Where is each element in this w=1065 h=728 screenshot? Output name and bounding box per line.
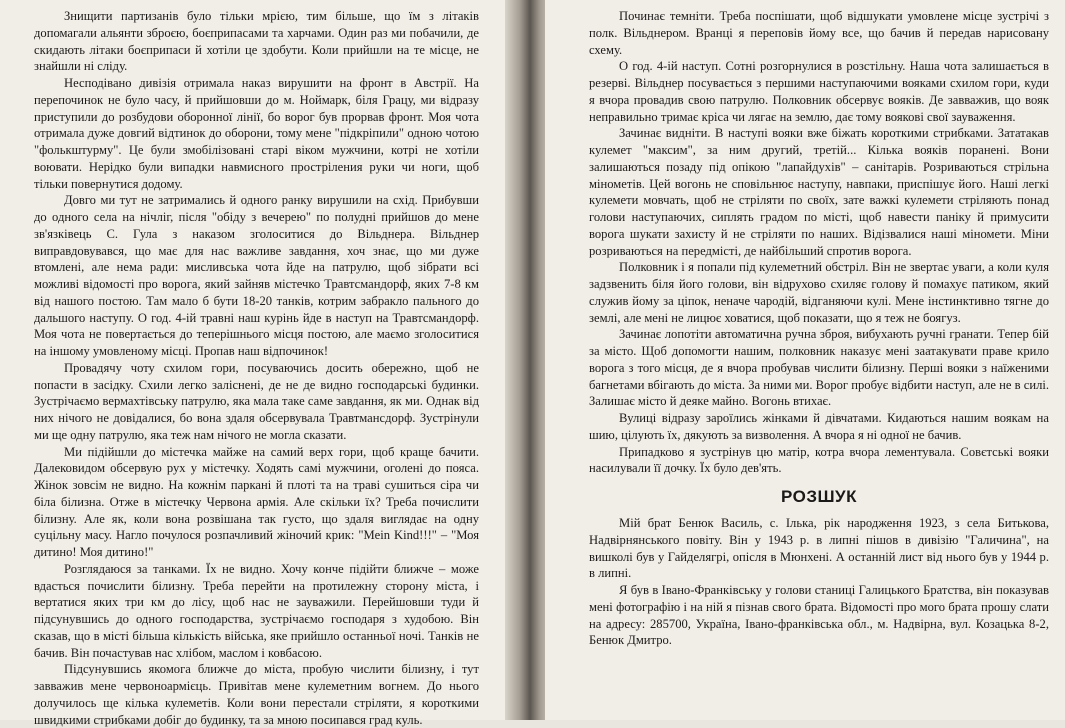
left-paragraph-1: Знищити партизанів було тільки мрією, тим більше, що їм з літаків допомагали альянти зброєю, боєприпасами та харчами. Один раз ми побачили, де скидають літаки боєприпаси й хотіли це здобути. Коли прийшли на те місце, не знайшли ні сліду.	[34, 9, 479, 74]
left-paragraph-2: Несподівано дивізія отримала наказ вирушити на фронт в Австрії. На перепочинок не було часу, й прийшовши до м. Ноймарк, біля Грацу, ми відразу приступили до розбудови оборонної лінії, бо ворог був прорвав фронт. Моя чота отримала дуже довгий відтинок до оборони, тому мене "підкріпили" одною чотою "фолькштурму". Це були змобілізовані старі віком мужчини, котрі не хотіли воювати. Нерідко були випадки навмисного простріления руки чи ноги, щоб тільки повернутися додому.	[34, 76, 479, 191]
left-paragraph-3: Довго ми тут не затримались й одного ранку вирушили на схід. Прибувши до одного села на нічліг, після "обіду з вечерею" по полудні прийшов до мене зв'язківець С. Гула з наказом зголоситися до Вільднера. Вільднер виправдовувався, що має для нас важливе завдання, хоч знає, що ми дуже втомлені, але нема ради: мисливська чота йде на патрулю, щоб зібрати всі можливі відомості про ворога, який зайняв містечко Травтсмандорф, яких 7-8 км від нашого постою. Там мало б бути 18-20 танків, котрим забракло пального до дальшого наступу. О год. 4-ій травні наш курінь йде в наступ на Травтсмандорф. Моя чота не повертається до теперішнього місця постою, але маємо зголоситися на іншому умовленому місці. Пропав наш відпочинок!	[34, 193, 479, 358]
right-paragraph-2: О год. 4-ій наступ. Сотні розгорнулися в розстільну. Наша чота залишається в резерві. Вільднер посувається з першими наступаючими вояками схилом гори, куди я вчора провадив свою патрулю. Полковник обсервує вояків. Де завважив, що вояк неправильно тримає кріса чи лягає на землю, дає тому воякові свої зауваження.	[589, 59, 1049, 124]
right-paragraph-4: Полковник і я попали під кулеметний обстріл. Він не звертає уваги, а коли куля задзвенить біля його голови, він відрухово схиляє голову й помахує патиком, який служив йому за ціпок, неначе чародій, відганяючи кулі. Мене інстинктивно тягне до землі, але мені не лицює ховатися, щоб показати, що я теж не боягуз.	[589, 260, 1049, 325]
left-page	[0, 0, 515, 727]
search-notice-paragraph-1: Мій брат Бенюк Василь, с. Ілька, рік народження 1923, з села Битькова, Надвірнянського повіту. Він у 1943 р. в липні пішов в дивізію "Галичина", на вишколі був у Гайделягрі, опісля в Мюнхені. А останній лист від нього був у 1944 р. в липні.	[589, 516, 1049, 581]
search-notice-heading: РОЗШУК	[780, 487, 858, 506]
right-paragraph-6: Вулиці відразу зароїлись жінками й дівчатами. Кидаються нашим воякам на шию, цілують їх, дякують за визволення. А вчора я ні одної не бачив.	[589, 411, 1049, 442]
right-page	[545, 0, 1065, 720]
left-paragraph-4: Провадячу чоту схилом гори, посуваючись досить обережно, щоб не попасти в засідку. Схили легко заліснені, де не де видно господарські будинки. Зустрічаємо вермахтівську патрулю, яка мала таке саме завдання, як ми. Однак від них нічого не довідалися, бо вона здаля обсервувала Травтмансдорф. Зустрінули ми ще одну патрулю, яка теж нам нічого не могла сказати.	[34, 360, 479, 442]
right-paragraph-3: Зачинає видніти. В наступі вояки вже біжать короткими стрибками. Зататакав кулемет "максим", за ним другий, третій... Кілька вояків поранені. Вони залишаються позаду під опікою "лапайдухів" – санітарів. Розриваються стрільна мінометів. Цей вогонь не сповільнює наступу, навпаки, приспішує його. Наші легкі кулемети мовчать, щоб не стріляти по своїх, зате важкі кулемети стріляють понад голови наступаючих, сиплять градом по місті, щоб навести паніку й примусити ворога шукати захисту й не стріляти по наших. Відізвалися наші міномети. Міни розриваються на передмісті, де найбільший спротив ворога.	[589, 126, 1049, 258]
right-paragraph-5: Зачинає лопотіти автоматична ручна зброя, вибухають ручні гранати. Тепер бій за місто. Щоб допомогти нашим, полковник наказує мені заатакувати праве крило ворога з того місця, де я вчора пробував числити білизну. Перші вояки з наїженими багнетами вбігають до міста. За ними ми. Ворог пробує відбити наступ, але не в силі. Залишає місто й деяке майно. Вогонь втихає.	[589, 327, 1049, 409]
left-paragraph-5: Ми підійшли до містечка майже на самий верх гори, щоб краще бачити. Далековидом обсервую рух у містечку. Ходять самі мужчини, оголені до пояса. Жінок зовсім не видно. На кожнім паркані й плоті та на траві сушиться сіра чи біла білизна. Отже в містечку Червона армія. Але скільки їх? Треба почислити білизну. Але як, коли вона розвішана так густо, що здаля виглядає на одну суцільну масу. Нагло почулося розпачливий жіночий крик: "Mein Kind!!!" – "Моя дитино! Моя дитино!"	[34, 444, 479, 559]
left-paragraph-7: Підсунувшись якомога ближче до міста, пробую числити білизну, і тут завважив мене червоноармієць. Привітав мене кулеметним вогнем. До нього долучилось ще кілька кулеметів. Коли вони перестали стріляти, я короткими швидкими стрибками добіг до будинку, та за мною посипався град куль.	[34, 662, 479, 727]
right-paragraph-1: Починає темніти. Треба поспішати, щоб відшукати умовлене місце зустрічі з полк. Вільднером. Вранці я переповів йому все, що бачив й передав нарисовану схему.	[589, 9, 1049, 57]
right-paragraph-7: Припадково я зустрінув цю матір, котра вчора лементувала. Совєтські вояки насилували її дочку. Їх було дев'ять.	[589, 444, 1049, 476]
search-notice-paragraph-2: Я був в Івано-Франківську у голови станиці Галицького Братства, він показував мені фотографію і на ній я пізнав свого брата. Відомості про мого брата прошу слати на адресу: 285700, Україна, Івано-франківська обл., м. Надвірна, вул. Козацька 8-2, Бенюк Дмитро.	[589, 583, 1049, 648]
left-paragraph-6: Розглядаюся за танками. Їх не видно. Хочу конче підійти ближче – може вдасться почислити білизну. Треба перейти на протилежну сторону міста, і вертатися яких три км до лісу, щоб нас не зауважили. Перейшовши туди й підсунувшись до одного господарства, зустрічаємо господаря з худобою. Він сказав, що в місті більша кількість війська, яке прийшло останньої ночі. Танків не бачив. Він почастував нас хлібом, маслом і ковбасою.	[34, 561, 479, 660]
